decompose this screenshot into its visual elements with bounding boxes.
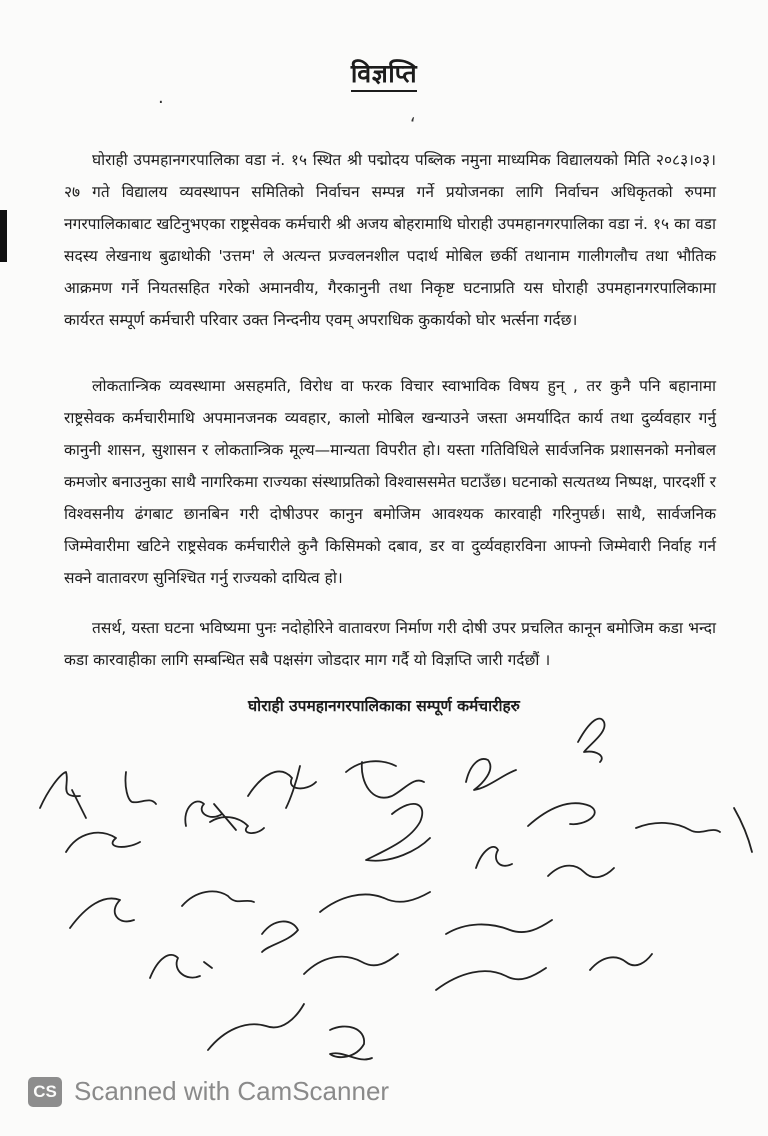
- signatures-block: [0, 700, 768, 1090]
- signatories-heading: घोराही उपमहानगरपालिकाका सम्पूर्ण कर्मचारीहरु: [248, 697, 520, 715]
- signature-mark: [182, 891, 254, 906]
- signature-mark: [320, 892, 430, 912]
- camscanner-logo-icon: CS: [28, 1077, 62, 1107]
- signature-mark: [734, 808, 752, 852]
- signature-mark: [636, 823, 720, 832]
- stray-ink-mark: ʻ: [410, 114, 416, 135]
- camscanner-text: Scanned with CamScanner: [74, 1076, 390, 1106]
- paragraph-3: तसर्थ, यस्ता घटना भविष्यमा पुनः नदोहोरिने वातावरण निर्माण गरी दोषी उपर प्रचलित कानून बमोजिम कडा भन्दा कडा कारवाहीका लागि सम्बन्धित सबै पक्षसंग जोडदार माग गर्दै यो विज्ञप्ति जारी गर्दछौं ।: [64, 619, 716, 669]
- signature-mark: [590, 954, 652, 970]
- signature-mark: [208, 1004, 304, 1050]
- signature-mark: [304, 954, 398, 974]
- signature-mark: [366, 804, 430, 861]
- signature-mark: [436, 968, 546, 990]
- signature-mark: [210, 817, 264, 833]
- signature-mark: [346, 761, 424, 797]
- signature-mark: [578, 719, 605, 762]
- scan-edge-mark: [0, 210, 7, 262]
- signature-mark: [185, 801, 236, 830]
- signature-mark: [66, 833, 140, 852]
- signature-mark: [262, 921, 298, 952]
- document-title-text: विज्ञप्ति: [351, 59, 417, 92]
- signature-mark: [548, 866, 614, 878]
- paragraph-2: लोकतान्त्रिक व्यवस्थामा असहमति, विरोध वा फरक विचार स्वाभाविक विषय हुन् , तर कुनै पनि बहानामा राष्ट्रसेवक कर्मचारीमाथि अपमानजनक व्यवहार, कालो मोबिल खन्याउने जस्ता अमर्यादित कार्य तथा दुर्व्यवहार गर्नु कानुनी शासन, सुशासन र लोकतान्त्रिक मूल्य—मान्यता विपरीत हो। यस्ता गतिविधिले सार्वजनिक प्रशासनको मनोबल कमजोर बनाउनुका साथै नागरिकमा राज्यका संस्थाप्रतिको विश्वाससमेत घटाउँछ। घटनाको सत्यतथ्य निष्पक्ष, पारदर्शी र विश्वसनीय ढंगबाट छानबिन गरी दोषीउपर कानुन बमोजिम आवश्यक कारवाही गरिनुपर्छ। साथै, सार्वजनिक जिम्मेवारीमा खटिने राष्ट्रसेवक कर्मचारीले कुनै किसिमको दबाव, डर वा दुर्व्यवहारविना आफ्नो जिम्मेवारी निर्वाह गर्न सक्ने वातावरण सुनिश्चित गर्नु राज्यको दायित्व हो।: [64, 377, 716, 587]
- camscanner-watermark: [28, 1076, 389, 1107]
- signature-mark: [330, 1026, 372, 1059]
- signature-mark: [125, 772, 156, 804]
- paragraph-1: घोराही उपमहानगरपालिका वडा नं. १५ स्थित श्री पद्मोदय पब्लिक नमुना माध्यमिक विद्यालयको मिति २०८३।०३।२७ गते विद्यालय व्यवस्थापन समितिको निर्वाचन सम्पन्न गर्ने प्रयोजनका लागि निर्वाचन अधिकृतको रुपमा नगरपालिकाबाट खटिनुभएका राष्ट्रसेवक कर्मचारी श्री अजय बोहरामाथि घोराही उपमहानगरपालिका वडा नं. १५ का वडा सदस्य लेखनाथ बुढाथोकी 'उत्तम' ले अत्यन्त प्रज्वलनशील पदार्थ मोबिल छर्की तथानाम गालीगलौच तथा भौतिक आक्रमण गर्ने नियतसहित गरेको अमानवीय, गैरकानुनी तथा निकृष्ट घटनाप्रति यस घोराही उपमहानगरपालिकामा कार्यरत सम्पूर्ण कर्मचारी परिवार उक्त निन्दनीय एवम् अपराधिक कुकार्यको घोर भर्त्सना गर्दछ।: [64, 151, 716, 329]
- signature-mark: [446, 920, 552, 934]
- signature-mark: [150, 955, 212, 978]
- document-title: [0, 56, 768, 90]
- signature-mark: [248, 766, 316, 808]
- signature-mark: [528, 803, 595, 826]
- signature-mark: [476, 847, 512, 868]
- signature-mark: [70, 898, 134, 928]
- signature-mark: [40, 772, 86, 818]
- signature-mark: [466, 759, 516, 790]
- stray-ink-mark: ·: [158, 92, 164, 113]
